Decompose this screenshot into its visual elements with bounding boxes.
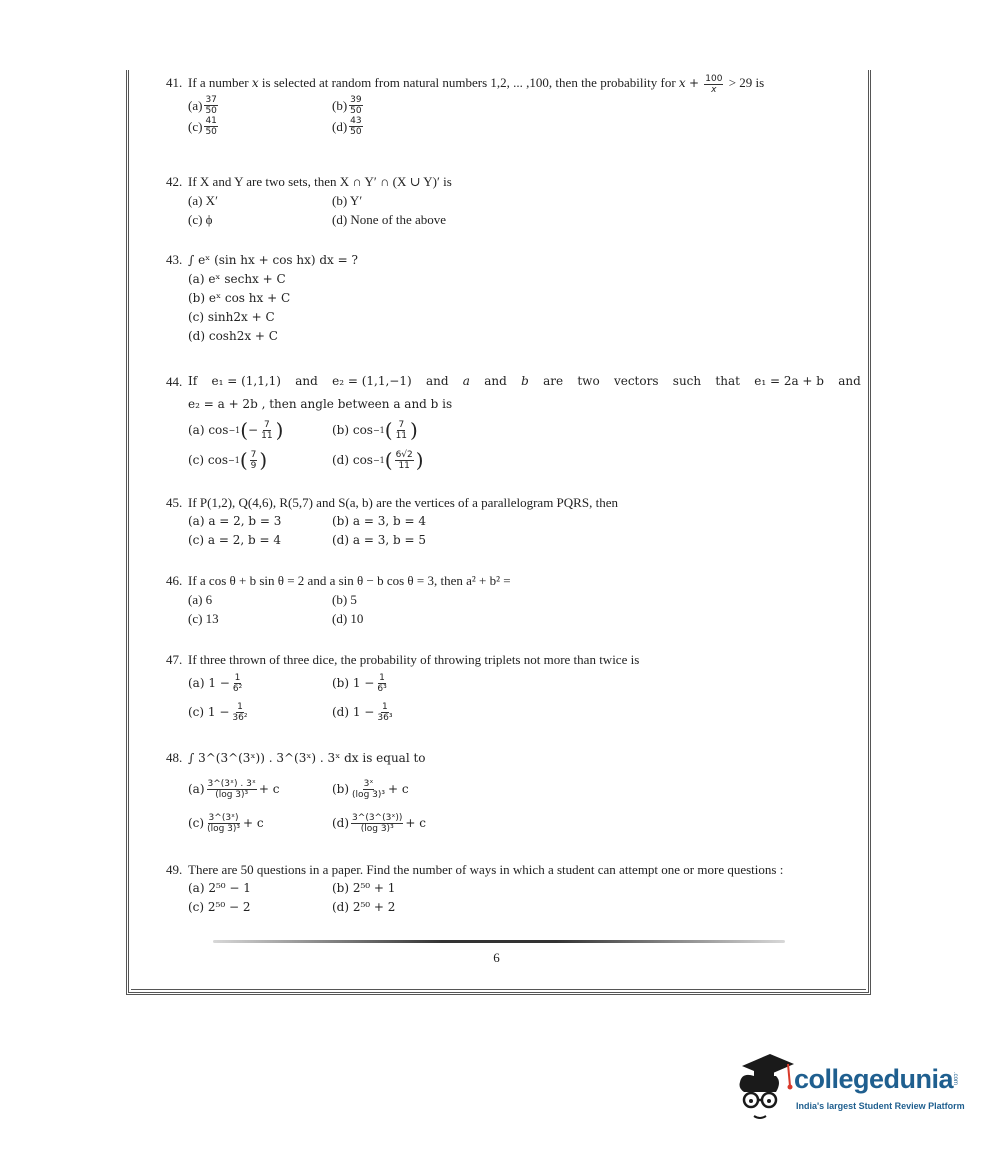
option-c[interactable]: (c) sinh2x + C — [188, 310, 275, 324]
option-b[interactable]: (b) Y′ — [332, 193, 363, 208]
fraction: $\frac{100}{x}$ — [705, 73, 723, 95]
option-b[interactable]: (b) 1 − $\frac{1}{\text{6³}}$ — [332, 672, 387, 694]
option-a[interactable]: (a) 6 — [188, 592, 213, 607]
option-d[interactable]: (d) $\frac{\text{3\textasciicircum{}(3\textasciicircum{}(3ˣ))}}{\text{(log 3)³}}$ + c — [332, 812, 426, 834]
question-stem: There are 50 questions in a paper. Find the number of ways in which a student can attempt one or more questions : — [188, 862, 784, 877]
option-a[interactable]: (a) a = 2, b = 3 — [188, 514, 282, 528]
logo-com: .com — [952, 1072, 958, 1086]
option-d[interactable]: (d) $\frac{43}{50}$ — [332, 115, 362, 137]
question-stem: If e₁ = (1,1,1) and e₂ = (1,1,−1) and a and b are two vectors such that e₁ = 2a + b and — [188, 374, 861, 388]
question-44: 44. If e₁ = (1,1,1) and e₂ = (1,1,−1) and a and b are two vectors such that e₁ = 2a + b and e₂ = a + 2b , then angle between a and b is (a) cos −1 ( − $\frac{7}{11}$ ) (b) cos −1 ( $\frac{7}{11}$ ) (c) cos −1 ( $\frac{7}{9}$ ) (d) cos −1 ( $\frac{6√2}{11}$ ) — [166, 374, 861, 472]
option-b[interactable]: (b) cos −1 ( $\frac{7}{11}$ ) — [332, 418, 418, 442]
logo-wordmark: collegedunia — [794, 1064, 954, 1094]
question-stem-line2: e₂ = a + 2b , then angle between a and b is — [188, 397, 453, 411]
option-d[interactable]: (d) a = 3, b = 5 — [332, 533, 426, 547]
option-a[interactable]: (a) 1 − $\frac{1}{\text{6²}}$ — [188, 672, 243, 694]
option-d[interactable]: (d) cosh2x + C — [188, 329, 278, 343]
question-48: 48. ∫ 3^(3^(3ˣ)) . 3^(3ˣ) . 3ˣ dx is equal to (a) $\frac{\text{3\textasciicircum{}(3ˣ) . 3ˣ}}{\text{(log 3)³}}$ + c (b) $\frac{\text{3ˣ}}{\text{(log 3)³}}$ + c (c) $\frac{\text{3\textasciicircum{}(3ˣ)}}{\text{(log 3)³}}$ + c (d) $\frac{\text{3\textasciicircum{}(3\textasciicircum{}(3ˣ))}}{\text{(log 3)³}}$ + c — [166, 748, 861, 840]
option-b[interactable]: (b) 5 — [332, 592, 357, 607]
option-c[interactable]: (c) 1 − $\frac{1}{\text{36²}}$ — [188, 701, 248, 723]
option-c[interactable]: (c) a = 2, b = 4 — [188, 533, 281, 547]
option-b[interactable]: (b) eˣ cos hx + C — [188, 291, 291, 305]
option-d[interactable]: (d) 1 − $\frac{1}{\text{36³}}$ — [332, 701, 393, 723]
option-c[interactable]: (c) $\frac{41}{50}$ — [188, 115, 217, 137]
option-d[interactable]: (d) 2⁵⁰ + 2 — [332, 900, 396, 914]
question-stem: If three thrown of three dice, the probability of throwing triplets not more than twice is — [188, 652, 640, 667]
question-stem: If a cos θ + b sin θ = 2 and a sin θ − b cos θ = 3, then a² + b² = — [188, 573, 511, 588]
option-d[interactable]: (d) cos −1 ( $\frac{6√2}{11}$ ) — [332, 448, 424, 472]
question-47: 47. If three thrown of three dice, the probability of throwing triplets not more than twice is (a) 1 − $\frac{1}{\text{6²}}$ (b) 1 − $\frac{1}{\text{6³}}$ (c) 1 − $\frac{1}{\text{36²}}$ (d) 1 − $\frac{1}{\text{36³}}$ — [166, 652, 640, 723]
question-stem: If P(1,2), Q(4,6), R(5,7) and S(a, b) are the vertices of a parallelogram PQRS, then — [188, 495, 618, 510]
question-stem: ∫ eˣ (sin hx + cos hx) dx = ? — [188, 253, 358, 267]
option-c[interactable]: (c) $\frac{\text{3\textasciicircum{}(3ˣ)}}{\text{(log 3)³}}$ + c — [188, 812, 264, 834]
question-43: 43. ∫ eˣ (sin hx + cos hx) dx = ? (a) eˣ sechx + C (b) eˣ cos hx + C (c) sinh2x + C (d) cosh2x + C — [166, 250, 861, 346]
question-stem: ∫ 3^(3^(3ˣ)) . 3^(3ˣ) . 3ˣ dx is equal to — [188, 751, 426, 765]
footer-divider — [213, 940, 785, 943]
option-a[interactable]: (a) cos −1 ( − $\frac{7}{11}$ ) — [188, 418, 284, 442]
question-41 — [166, 73, 861, 137]
collegedunia-logo[interactable] — [736, 1052, 966, 1132]
option-c[interactable]: (c) 13 — [188, 611, 219, 626]
option-a[interactable]: (a) X′ — [188, 193, 218, 208]
question-stem: 41. If a number x is selected at random from natural numbers 1,2, ... ,100, then the probability for x + $\frac{100}{x}$ > 29 is — [166, 73, 765, 95]
option-d[interactable]: (d) None of the above — [332, 212, 447, 227]
option-b[interactable]: (b) a = 3, b = 4 — [332, 514, 426, 528]
logo-tagline: India's largest Student Review Platform — [796, 1101, 965, 1111]
option-c[interactable]: (c) ϕ — [188, 212, 213, 227]
option-c[interactable]: (c) 2⁵⁰ − 2 — [188, 900, 251, 914]
option-a[interactable]: (a) eˣ sechx + C — [188, 272, 286, 286]
option-a[interactable]: (a) $\frac{\text{3\textasciicircum{}(3ˣ) . 3ˣ}}{\text{(log 3)³}}$ + c — [188, 778, 280, 800]
option-d[interactable]: (d) 10 — [332, 611, 364, 626]
question-42: 42. If X and Y are two sets, then X ∩ Y′ ∩ (X ∪ Y)′ is (a) X′ (b) Y′ (c) ϕ (d) None of the above — [166, 172, 861, 229]
option-b[interactable]: (b) $\frac{39}{50}$ — [332, 94, 362, 116]
question-49: 49. There are 50 questions in a paper. Find the number of ways in which a student can attempt one or more questions : (a) 2⁵⁰ − 1 (b) 2⁵⁰ + 1 (c) 2⁵⁰ − 2 (d) 2⁵⁰ + 2 — [166, 860, 861, 917]
option-b[interactable]: (b) $\frac{\text{3ˣ}}{\text{(log 3)³}}$ + c — [332, 778, 409, 800]
question-stem: If X and Y are two sets, then X ∩ Y′ ∩ (X ∪ Y)′ is — [188, 174, 452, 189]
option-b[interactable]: (b) 2⁵⁰ + 1 — [332, 881, 396, 895]
option-a[interactable]: (a) $\frac{37}{50}$ — [188, 94, 217, 116]
question-46: 46. If a cos θ + b sin θ = 2 and a sin θ − b cos θ = 3, then a² + b² = (a) 6 (b) 5 (c) 13 (d) 10 — [166, 573, 511, 626]
page-number: 6 — [493, 950, 500, 965]
question-45: 45. If P(1,2), Q(4,6), R(5,7) and S(a, b) are the vertices of a parallelogram PQRS, then (a) a = 2, b = 3 (b) a = 3, b = 4 (c) a = 2, b = 4 (d) a = 3, b = 5 — [166, 493, 861, 550]
option-c[interactable]: (c) cos −1 ( $\frac{7}{9}$ ) — [188, 448, 268, 472]
option-a[interactable]: (a) 2⁵⁰ − 1 — [188, 881, 251, 895]
graduate-mascot-icon — [736, 1052, 796, 1132]
